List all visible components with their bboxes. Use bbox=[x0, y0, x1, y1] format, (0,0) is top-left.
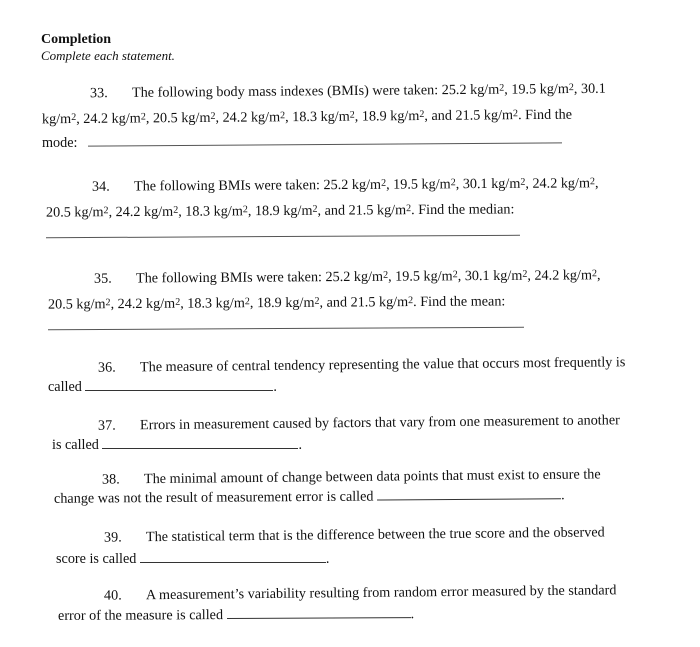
question-33-line-1: 33. The following body mass indexes (BMIs) were taken: 25.2 $kg/m^2$, 19.5 $kg/m^2$, 30.1 bbox=[90, 78, 606, 105]
question-38-line-1: 38. The minimal amount of change between data points that must exist to ensure the bbox=[102, 463, 601, 490]
question-35-line-1: 35. The following BMIs were taken: 25.2 $kg/m^2$, 19.5 $kg/m^2$, 30.1 $kg/m^2$, 24.2 $kg/m^2$, bbox=[94, 264, 601, 290]
question-33-line-3: mode: bbox=[42, 135, 78, 151]
question-40-line-2: error of the measure is called . bbox=[57, 606, 415, 624]
question-number: 39. bbox=[103, 529, 122, 546]
question-37-line-1: 37. Errors in measurement caused by factors that vary from one measurement to another bbox=[98, 409, 620, 436]
question-39-blank[interactable] bbox=[140, 550, 326, 563]
question-34-answer-line[interactable] bbox=[46, 235, 520, 238]
question-number: 34. bbox=[91, 178, 110, 195]
section-title: Completion bbox=[41, 32, 111, 47]
question-38-blank[interactable] bbox=[377, 486, 561, 500]
question-33-line-2: $kg/m^2$, 24.2 $kg/m^2$, 20.5 $kg/m^2$, 24.2 $kg/m^2$, 18.3 $kg/m^2$, 18.9 $kg/m^2$, and 21.5 $kg/m^2$. Find the bbox=[41, 106, 573, 128]
question-33-answer-line[interactable] bbox=[88, 142, 562, 146]
question-34-line-2: 20.5 $kg/m^2$, 24.2 $kg/m^2$, 18.3 $kg/m^2$, 18.9 $kg/m^2$, and 21.5 $kg/m^2$. Find the median: bbox=[45, 201, 515, 221]
question-37-line-2: is called . bbox=[52, 437, 302, 453]
question-40-blank[interactable] bbox=[227, 605, 411, 619]
question-39-line-1: 39. The statistical term that is the difference between the true score and the observed bbox=[104, 521, 605, 548]
question-number: 35. bbox=[93, 270, 112, 287]
question-38-line-2: change was not the result of measurement error is called . bbox=[53, 487, 565, 507]
question-35-line-2: 20.5 $kg/m^2$, 24.2 $kg/m^2$, 18.3 $kg/m^2$, 18.9 $kg/m^2$, and 21.5 $kg/m^2$. Find the mean: bbox=[47, 293, 506, 313]
question-number: 33. bbox=[89, 85, 108, 102]
question-36-line-2: called . bbox=[48, 379, 277, 395]
question-36-line-1: 36. The measure of central tendency representing the value that occurs most frequently is bbox=[98, 351, 626, 379]
question-37-blank[interactable] bbox=[102, 436, 298, 449]
question-34-line-1: 34. The following BMIs were taken: 25.2 $kg/m^2$, 19.5 $kg/m^2$, 30.1 $kg/m^2$, 24.2 $kg/m^2$, bbox=[92, 172, 599, 198]
question-40-line-1: 40. A measurement’s variability resulting from random error measured by the standard bbox=[104, 579, 617, 606]
question-39-line-2: score is called . bbox=[56, 551, 330, 567]
question-number: 36. bbox=[97, 359, 116, 376]
question-36-blank[interactable] bbox=[85, 378, 273, 391]
question-number: 40. bbox=[103, 587, 122, 604]
question-number: 38. bbox=[101, 471, 120, 488]
section-header bbox=[41, 32, 175, 64]
question-35-answer-line[interactable] bbox=[48, 327, 524, 330]
question-number: 37. bbox=[97, 417, 116, 434]
section-instructions: Complete each statement. bbox=[41, 48, 175, 63]
